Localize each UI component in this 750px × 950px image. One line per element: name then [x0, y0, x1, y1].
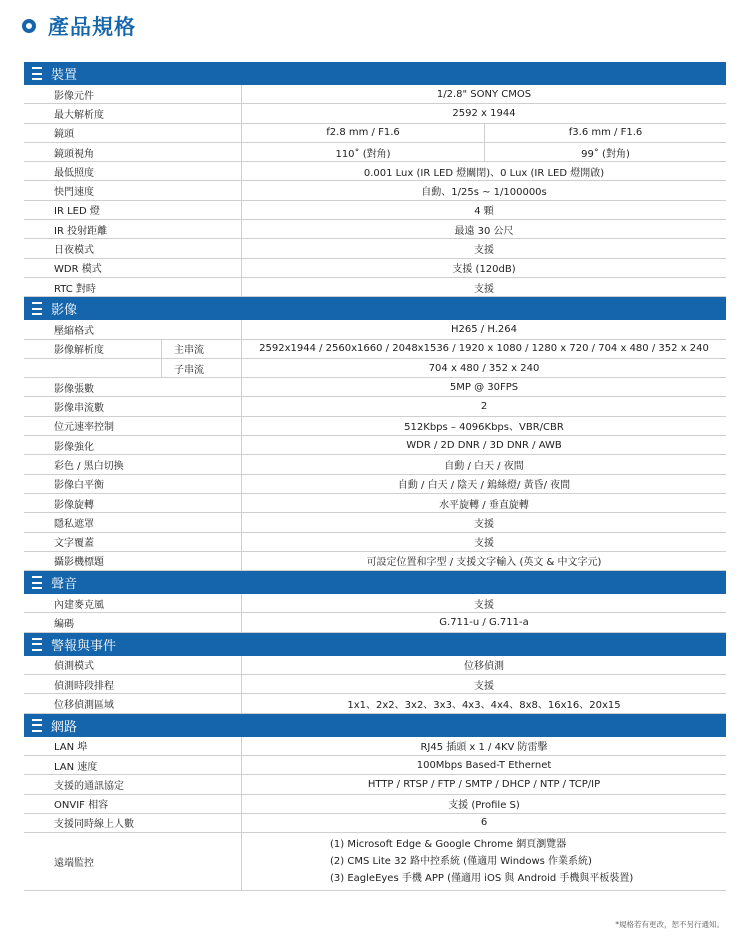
- spec-value: 99˚ (對角): [581, 148, 630, 160]
- spec-value: 6: [480, 817, 488, 829]
- spec-value: 2592 x 1944: [452, 107, 516, 119]
- spec-label: 攝影機標題: [24, 552, 242, 570]
- spec-value: HTTP / RTSP / FTP / SMTP / DHCP / NTP / TCP/IP: [367, 778, 601, 790]
- spec-value: f3.6 mm / F1.6: [568, 127, 643, 139]
- spec-label: 日夜模式: [24, 239, 242, 257]
- spec-label: 偵測時段排程: [24, 675, 242, 693]
- spec-value-line: (3) EagleEyes 手機 APP (僅適用 iOS 與 Android 手機與平板裝置): [330, 873, 634, 885]
- spec-row: [24, 378, 726, 397]
- spec-value: 100Mbps Based-T Ethernet: [416, 759, 552, 771]
- section-header: [24, 297, 726, 320]
- spec-row: [24, 675, 726, 694]
- spec-value: 4 顆: [474, 206, 494, 218]
- spec-label: 編碼: [24, 613, 242, 631]
- spec-row: [24, 475, 726, 494]
- spec-row: [24, 756, 726, 775]
- spec-row: [24, 833, 726, 891]
- spec-value: 2592x1944 / 2560x1660 / 2048x1536 / 1920 x 1080 / 1280 x 720 / 704 x 480 / 352 x 240: [259, 343, 709, 355]
- spec-row: [24, 814, 726, 833]
- spec-label: 影像張數: [24, 378, 242, 396]
- section-header: [24, 714, 726, 737]
- spec-label: 鏡頭: [24, 124, 242, 142]
- section-header: [24, 633, 726, 656]
- page-title: 產品規格: [48, 15, 136, 39]
- spec-row: [24, 455, 726, 474]
- spec-row: [24, 694, 726, 713]
- section-title: 網路: [51, 719, 78, 735]
- spec-value: 支援 (120dB): [452, 264, 516, 276]
- spec-label: 最低照度: [24, 162, 242, 180]
- spec-row: [24, 201, 726, 220]
- list-icon: [32, 638, 42, 651]
- spec-sublabel: 子串流: [162, 359, 242, 377]
- spec-label: 遠端監控: [24, 833, 242, 890]
- spec-table: [24, 62, 726, 891]
- spec-row: [24, 795, 726, 814]
- spec-value: 支援: [474, 599, 494, 611]
- spec-row: [24, 436, 726, 455]
- spec-row: [24, 775, 726, 794]
- spec-row: [24, 143, 726, 162]
- spec-row: [24, 417, 726, 436]
- spec-label: 偵測模式: [24, 656, 242, 674]
- spec-label: 隱私遮罩: [24, 513, 242, 531]
- spec-value: 1/2.8" SONY CMOS: [436, 88, 532, 100]
- spec-value: 512Kbps – 4096Kbps、VBR/CBR: [404, 422, 564, 434]
- spec-value: H265 / H.264: [451, 323, 517, 335]
- spec-label: 影像白平衡: [24, 475, 242, 493]
- spec-label: 支援的通訊協定: [24, 775, 242, 793]
- spec-row: [24, 239, 726, 258]
- spec-row: [24, 594, 726, 613]
- spec-row: [24, 124, 726, 143]
- spec-value: 1x1、2x2、3x2、3x3、4x3、4x4、8x8、16x16、20x15: [347, 699, 621, 711]
- spec-label: 壓縮格式: [24, 320, 242, 338]
- spec-label: 影像旋轉: [24, 494, 242, 512]
- spec-row: [24, 552, 726, 571]
- spec-label: 文字覆蓋: [24, 533, 242, 551]
- list-icon: [32, 719, 42, 732]
- spec-label: 影像強化: [24, 436, 242, 454]
- spec-row: [24, 278, 726, 297]
- circle-bullet-icon: [22, 19, 36, 33]
- spec-value: WDR / 2D DNR / 3D DNR / AWB: [406, 439, 562, 451]
- spec-value: 0.001 Lux (IR LED 燈關閉)、0 Lux (IR LED 燈開啟): [363, 167, 605, 179]
- spec-value: 自動 / 白天 / 陰天 / 鎢絲燈/ 黃昏/ 夜間: [397, 480, 571, 492]
- spec-row: [24, 513, 726, 532]
- spec-value-line: (2) CMS Lite 32 路中控系統 (僅適用 Windows 作業系統): [330, 856, 592, 868]
- spec-label: IR 投射距離: [24, 220, 242, 238]
- spec-value: f2.8 mm / F1.6: [242, 124, 485, 142]
- spec-label: WDR 模式: [24, 259, 242, 277]
- spec-row: [24, 533, 726, 552]
- spec-value: 位移偵測: [464, 661, 504, 673]
- spec-row: [24, 737, 726, 756]
- spec-label: [24, 359, 162, 377]
- spec-label: RTC 對時: [24, 278, 242, 296]
- spec-value: 704 x 480 / 352 x 240: [428, 362, 540, 374]
- spec-value: 水平旋轉 / 垂直旋轉: [439, 499, 529, 511]
- spec-row: [24, 85, 726, 104]
- spec-value-line: (1) Microsoft Edge & Google Chrome 網頁瀏覽器: [330, 839, 567, 851]
- spec-value: 支援: [474, 245, 494, 257]
- spec-value: 支援: [474, 283, 494, 295]
- section-title: 影像: [51, 303, 78, 319]
- section-header: [24, 571, 726, 594]
- spec-row: [24, 340, 726, 359]
- spec-label: 鏡頭視角: [24, 143, 242, 161]
- section-title: 聲音: [51, 577, 78, 593]
- spec-row: [24, 320, 726, 339]
- spec-value: 5MP @ 30FPS: [449, 381, 519, 393]
- section-title: 裝置: [51, 68, 78, 83]
- spec-label: 位移偵測區域: [24, 694, 242, 712]
- disclaimer-note: *規格若有更改，恕不另行通知。: [615, 920, 724, 929]
- spec-row: [24, 162, 726, 181]
- spec-label: 最大解析度: [24, 104, 242, 122]
- spec-row: [24, 104, 726, 123]
- spec-value: G.711-u / G.711-a: [439, 617, 529, 629]
- spec-row: [24, 181, 726, 200]
- spec-sublabel: 主串流: [162, 340, 242, 358]
- spec-label: 支援同時線上人數: [24, 814, 242, 832]
- section-title: 警報與事件: [51, 638, 117, 654]
- spec-label: 內建麥克風: [24, 594, 242, 612]
- spec-value: 支援: [474, 518, 494, 530]
- spec-label: 快門速度: [24, 181, 242, 199]
- spec-value: 自動、1/25s ~ 1/100000s: [421, 187, 547, 199]
- spec-row: [24, 359, 726, 378]
- spec-value-list: [242, 833, 726, 890]
- spec-label: 影像串流數: [24, 397, 242, 415]
- list-icon: [32, 302, 42, 315]
- spec-value: 可設定位置和字型 / 支援文字輸入 (英文 & 中文字元): [366, 557, 602, 569]
- spec-label: LAN 速度: [24, 756, 242, 774]
- spec-label: 位元速率控制: [24, 417, 242, 435]
- spec-value: 支援 (Profile S): [448, 800, 520, 812]
- spec-value: 最遠 30 公尺: [454, 225, 514, 237]
- spec-value: 支援: [474, 538, 494, 550]
- spec-value: RJ45 插頭 x 1 / 4KV 防雷擊: [420, 742, 548, 754]
- spec-value: 自動 / 白天 / 夜間: [444, 460, 524, 472]
- section-header: [24, 62, 726, 85]
- spec-value: 110˚ (對角): [242, 143, 485, 161]
- list-icon: [32, 576, 42, 589]
- spec-row: [24, 656, 726, 675]
- page-header: [22, 10, 136, 42]
- spec-row: [24, 494, 726, 513]
- spec-row: [24, 397, 726, 416]
- spec-label: IR LED 燈: [24, 201, 242, 219]
- spec-row: [24, 259, 726, 278]
- spec-value: 支援: [474, 680, 494, 692]
- spec-label: ONVIF 相容: [24, 795, 242, 813]
- list-icon: [32, 67, 42, 80]
- spec-row: [24, 220, 726, 239]
- spec-value: 2: [480, 401, 488, 413]
- spec-label: LAN 埠: [24, 737, 242, 755]
- spec-row: [24, 613, 726, 632]
- spec-label: 彩色 / 黑白切換: [24, 455, 242, 473]
- spec-label: 影像解析度: [24, 340, 162, 358]
- spec-label: 影像元件: [24, 85, 242, 103]
